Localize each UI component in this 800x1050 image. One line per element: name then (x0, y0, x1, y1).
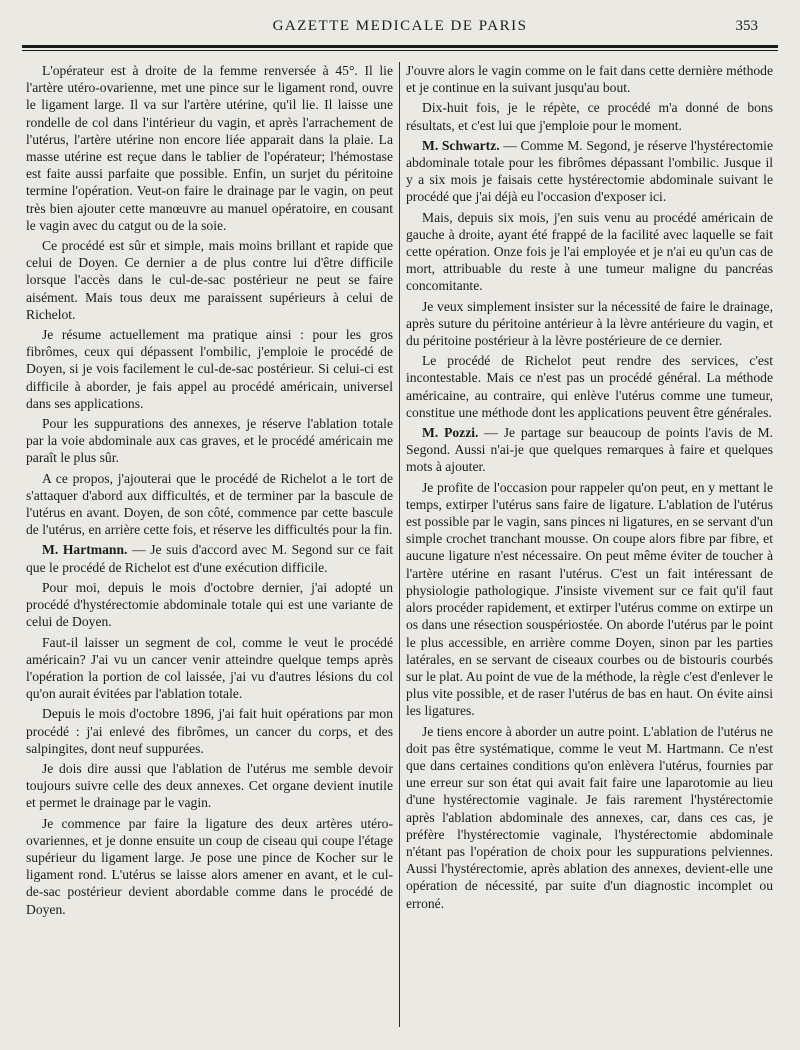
right-column (406, 62, 773, 1037)
paragraph (406, 99, 773, 133)
paragraph-text: Pour moi, depuis le mois d'octobre dernier, j'ai adopté un procédé d'hystérectomie abdominale totale qui est une variante de celui de Doyen. (26, 579, 393, 630)
paragraph (26, 62, 393, 234)
paragraph-text: Faut-il laisser un segment de col, comme le veut le procédé américain? J'ai vu un cancer venir atteindre quelque temps après l'opération la portion de col laissée, j'ai vu d'autres lésions du col qu'on aurait évitées par l'ablation totale. (26, 634, 393, 702)
paragraph-text: Je résume actuellement ma pratique ainsi : pour les gros fibrômes, ceux qui dépassent l'ombilic, j'emploie le procédé de Doyen, si je vois facilement le cul-de-sac postérieur. Si celui-ci est difficile à aborder, je fais appel au procédé américain, universel dans ses applications. (26, 327, 393, 411)
paragraph (26, 815, 393, 918)
paragraph-text: Je tiens encore à aborder un autre point. L'ablation de l'utérus ne doit pas être systématique, comme le veut M. Hartmann. Ce n'est que dans certaines conditions qu'on enlèvera l'utérus, fournies par une erreur sur son état qui avait fait faire une laparotomie au lieu d'une hystérectomie vaginale. Je fais rarement l'hystérectomie après l'ablation abdominale des annexes, car, dans ces cas, je préfère l'hystérectomie vaginale, l'hystérectomie abdominale n'étant pas l'opération de choix pour les suppurations pelviennes. Aussi l'hystérectomie, après ablation des annexes, devient-elle une opération de nécessité, par suite d'un diagnostic incomplet ou erroné. (406, 723, 773, 911)
page-header (22, 14, 778, 40)
paragraph-text: L'opérateur est à droite de la femme renversée à 45°. Il lie l'artère utéro-ovarienne, met une pince sur le ligament rond, ouvre le ligament large. Il va sur l'artère utérine, qu'il lie. Il laisse une rondelle de col dans l'intérieur du vagin, et après l'arrachement de l'utérus, l'artère utérine non encore liée apparait dans la plaie. La masse utérine est reçue dans le tablier de l'opérateur; l'hémostase est faite aussi parfaite que possible. Enfin, un surjet du péritoine termine l'opération. Veut-on faire le drainage par le vagin, on peut très bien ajouter cette manœuvre au manuel opératoire, en cousant le vagin avec du catgut ou de la soie. (26, 63, 393, 233)
paragraph (26, 760, 393, 812)
paragraph (406, 723, 773, 912)
paragraph (406, 352, 773, 421)
paragraph (406, 298, 773, 350)
paragraph (26, 541, 393, 575)
paragraph (26, 415, 393, 467)
page-number: 353 (735, 18, 758, 34)
paragraph-text: — Je suis d'accord avec M. Segond sur ce fait que le procédé de Richelot est d'une exécution difficile. (26, 542, 393, 575)
left-column (26, 62, 393, 1037)
paragraph-text: Je profite de l'occasion pour rappeler qu'on peut, en y mettant le temps, extirper l'utérus sans faire de ligature. L'ablation de l'utérus est possible par le vagin, sans pinces ni ligatures, en se servant d'un simple crochet tranchant mousse. On coupe alors fibre par fibre, et aucune ligature n'est nécessaire. On peut même éviter de toucher à l'artère utérine en rasant l'utérus. C'est un fait intéressant de physiologie pathologique. J'insiste vivement sur ce fait qu'il faut alors procéder rapidement, et extirper l'utérus comme on extirpe un os dans une résection souspériostée. On aborde l'utérus par le point le plus accessible, en arrière comme Doyen, sinon par les parties latérales, en se servant de ciseaux courbes ou de bistouris courbés sur le plat. Au point de vue de la méthode, la règle c'est d'enlever le plus vite possible, et de raser l'utérus de bas en haut. On évite ainsi les ligatures. (406, 479, 773, 719)
paragraph (26, 705, 393, 757)
paragraph-text: A ce propos, j'ajouterai que le procédé de Richelot a le tort de s'attaquer d'abord aux difficultés, et de terminer par la bascule de l'utérus en avant. Doyen, de son côté, commence par cette bascule de l'utérus, en arrière cette fois, et réserve les difficultés pour la fin. (26, 470, 393, 538)
paragraph (406, 479, 773, 720)
speaker-name: M. Schwartz. (422, 137, 500, 153)
paragraph-text: Mais, depuis six mois, j'en suis venu au procédé américain de gauche à droite, ayant été frappé de la facilité avec laquelle se fait cette opération. Onze fois je l'ai employée et je n'ai eu qu'un cas de mort, attribuable du reste à une tumeur maligne du pancréas concomitante. (406, 209, 773, 294)
paragraph (26, 634, 393, 703)
paragraph (26, 579, 393, 631)
paragraph-text: Je veux simplement insister sur la nécessité de faire le drainage, après suture du péritoine antérieur à la lèvre antérieure du vagin, et du péritoine postérieur à la lèvre postérieure de ce dernier. (406, 298, 773, 349)
paragraph-text: — Je partage sur beaucoup de points l'avis de M. Segond. Aussi n'ai-je que quelques remarques à faire et quelques mots à ajouter. (406, 425, 773, 475)
paragraph-text: J'ouvre alors le vagin comme on le fait dans cette dernière méthode et je continue en la suivant jusqu'au bout. (406, 63, 773, 96)
speaker-name: M. Pozzi. (422, 425, 479, 441)
paragraph-text: Pour les suppurations des annexes, je réserve l'ablation totale par la voie abdominale aux cas graves, et le procédé américain me paraît le plus sûr. (26, 416, 393, 466)
paragraph (26, 470, 393, 539)
paragraph-text: Je commence par faire la ligature des deux artères utéro-ovariennes, et je donne ensuite un coup de ciseau qui coupe l'étage supérieur du ligament large. Je pose une pince de Kocher sur le ligament rond. L'utérus se laisse alors amener en avant, et le cul-de-sac postérieur devient abordable comme dans le procédé de Doyen. (26, 815, 393, 917)
paragraph-text: Depuis le mois d'octobre 1896, j'ai fait huit opérations par mon procédé : j'ai enlevé des fibrômes, un cancer du corps, et des salpingites, dont neuf suppurées. (26, 706, 393, 756)
running-title: GAZETTE MEDICALE DE PARIS (272, 18, 528, 34)
paragraph-text: — Comme M. Segond, je réserve l'hystérectomie abdominale totale pour les fibrômes dépassant l'ombilic. Jusque il y a six mois je faisais cette hystérectomie abdominale suivant le procédé que j'ai déjà eu l'occasion d'exposer ici. (406, 137, 773, 205)
column-divider (399, 62, 400, 1027)
speaker-name: M. Hartmann. (42, 542, 128, 558)
paragraph-text: Je dois dire aussi que l'ablation de l'utérus me semble devoir toujours suivre celle des deux annexes. Cet organe devient inutile et permet le drainage par le vagin. (26, 760, 393, 811)
paragraph (406, 424, 773, 476)
paragraph (406, 137, 773, 206)
paragraph (406, 62, 773, 96)
paragraph (26, 326, 393, 412)
header-rule-thin (22, 50, 778, 51)
paragraph-text: Dix-huit fois, je le répète, ce procédé m'a donné de bons résultats, et c'est lui que j'emploie pour le moment. (406, 100, 773, 133)
header-rule-thick (22, 45, 778, 48)
paragraph (26, 237, 393, 323)
paragraph-text: Le procédé de Richelot peut rendre des services, c'est incontestable. Mais ce n'est pas un procédé général. La méthode américaine, au contraire, qui enlève l'utérus comme une tumeur, constitue une méthode dont les applications peuvent être générales. (406, 353, 773, 420)
paragraph-text: Ce procédé est sûr et simple, mais moins brillant et rapide que celui de Doyen. Ce dernier a de plus contre lui d'être difficile lorsque l'accès dans le cul-de-sac postérieur ne peut se faire aisément. Mais tous deux me paraissent supérieurs à celui de Richelot. (26, 238, 393, 322)
paragraph (406, 209, 773, 295)
